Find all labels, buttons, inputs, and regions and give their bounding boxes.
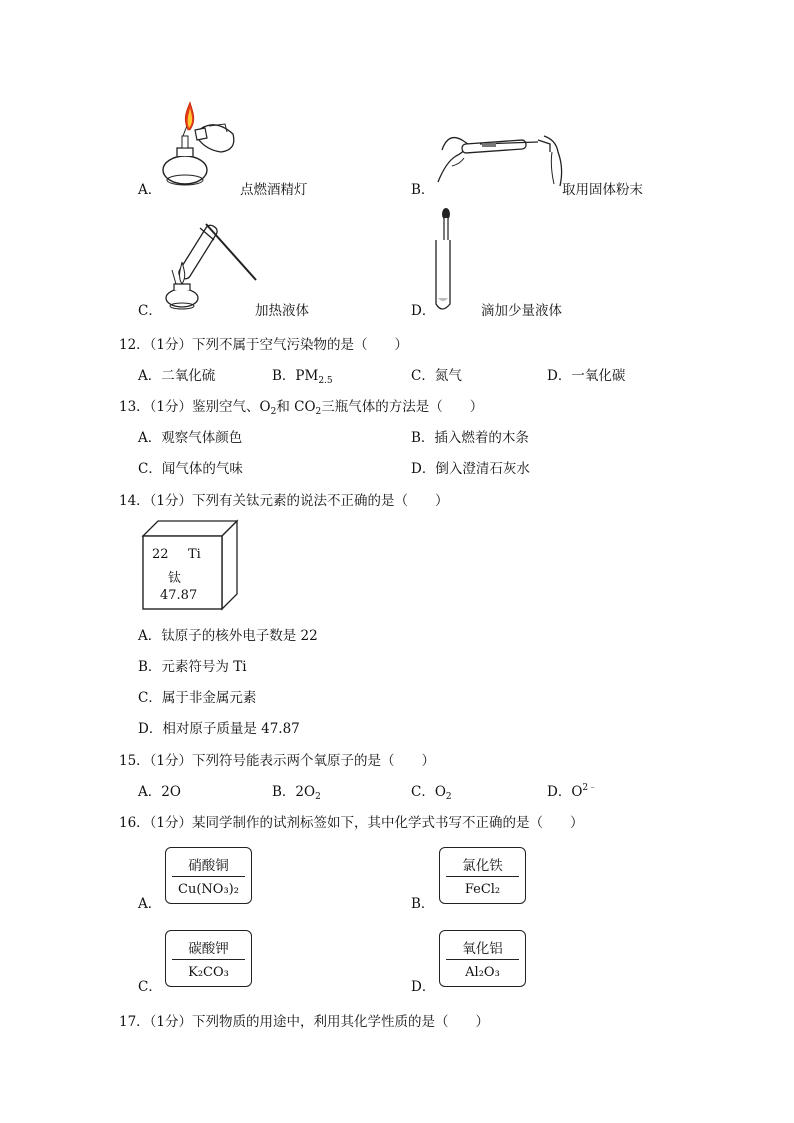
- element-atomic-mass: 47.87: [160, 588, 198, 603]
- q16-stem: 16．（1分）某同学制作的试剂标签如下，其中化学式书写不正确的是（ ）: [119, 815, 584, 831]
- q14-option-d[interactable]: D．相对原子质量是 47.87: [138, 721, 300, 737]
- q14-stem: 14．（1分）下列有关钛元素的说法不正确的是（ ）: [119, 493, 449, 509]
- q12-option-c[interactable]: C．氮气: [411, 368, 462, 384]
- q17-stem: 17．（1分）下列物质的用途中，利用其化学性质的是（ ）: [119, 1014, 490, 1030]
- q15-option-a[interactable]: A．2O: [138, 784, 181, 800]
- reagent-name: 氯化铁: [462, 858, 503, 874]
- reagent-label-a: [165, 847, 252, 904]
- q11-option-d-letter[interactable]: D．: [411, 303, 436, 319]
- q16-option-b-letter[interactable]: B．: [411, 896, 435, 912]
- reagent-label-d: [439, 930, 526, 987]
- reagent-name: 硝酸铜: [188, 858, 229, 874]
- alcohol-lamp-lighting-illustration: [155, 100, 245, 190]
- reagent-name: 碳酸钾: [188, 941, 229, 957]
- q11-option-a-caption: 点燃酒精灯: [240, 182, 308, 198]
- q14-option-a[interactable]: A．钛原子的核外电子数是 22: [138, 628, 318, 644]
- q15-stem: 15．（1分）下列符号能表示两个氧原子的是（ ）: [119, 753, 436, 769]
- reagent-formula: Cu(NO₃)₂: [178, 882, 239, 897]
- q15-option-d[interactable]: D．$O^{2﹣}$: [547, 783, 598, 800]
- q13-option-b[interactable]: B．插入燃着的木条: [411, 430, 529, 446]
- dropper-test-tube-illustration: [432, 206, 472, 316]
- element-name: 钛: [168, 571, 182, 586]
- solid-powder-test-tube-illustration: [438, 122, 568, 192]
- q13-option-d[interactable]: D．倒入澄清石灰水: [411, 461, 530, 477]
- element-symbol: Ti: [188, 547, 201, 562]
- q11-option-b-letter[interactable]: B．: [411, 182, 435, 198]
- reagent-label-b: [439, 847, 526, 904]
- q11-option-d-caption: 滴加少量液体: [481, 303, 562, 319]
- q15-option-b[interactable]: B．$2O_2$: [272, 784, 321, 802]
- q14-option-b[interactable]: B．元素符号为 Ti: [138, 659, 247, 675]
- reagent-label-c: [165, 930, 252, 987]
- element-atomic-number: 22: [152, 547, 169, 562]
- heating-liquid-illustration: [162, 218, 258, 314]
- q13-stem: 13．（1分）鉴别空气、$O_2$和 $CO_2$三瓶气体的方法是（ ）: [119, 399, 484, 417]
- element-cell-titanium: [142, 520, 238, 610]
- q11-option-b-caption: 取用固体粉末: [562, 182, 643, 198]
- q11-option-c-letter[interactable]: C．: [138, 303, 162, 319]
- q15-option-c[interactable]: C．$O_2$: [411, 784, 452, 802]
- reagent-formula: Al₂O₃: [465, 965, 500, 980]
- reagent-formula: FeCl₂: [464, 882, 501, 897]
- q11-option-a-letter[interactable]: A．: [138, 182, 162, 198]
- reagent-name: 氧化铝: [462, 941, 503, 957]
- q12-option-b[interactable]: B．$PM_{2.5}$: [272, 368, 333, 386]
- q11-option-c-caption: 加热液体: [255, 303, 309, 319]
- q13-option-c[interactable]: C．闻气体的气味: [138, 461, 243, 477]
- q16-option-d-letter[interactable]: D．: [411, 979, 436, 995]
- q16-option-a-letter[interactable]: A．: [138, 896, 162, 912]
- q12-stem: 12．（1分）下列不属于空气污染物的是（ ）: [119, 337, 409, 353]
- q12-option-a[interactable]: A．二氧化硫: [138, 368, 216, 384]
- q14-option-c[interactable]: C．属于非金属元素: [138, 690, 257, 706]
- q12-option-d[interactable]: D．一氧化碳: [547, 368, 626, 384]
- q13-option-a[interactable]: A．观察气体颜色: [138, 430, 243, 446]
- reagent-formula: K₂CO₃: [188, 965, 229, 980]
- q16-option-c-letter[interactable]: C．: [138, 979, 162, 995]
